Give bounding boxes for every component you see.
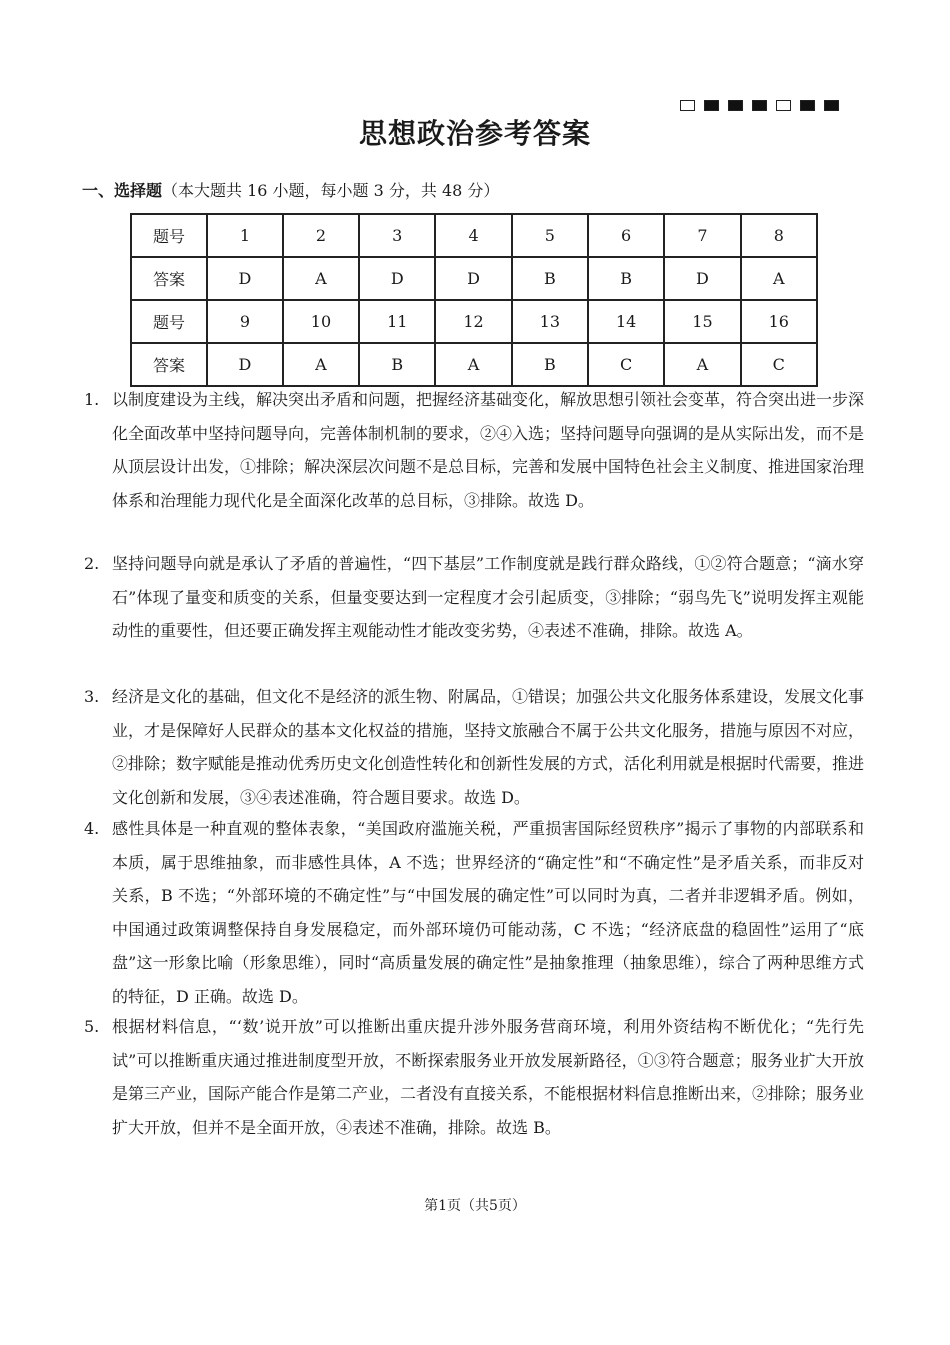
code-square-filled xyxy=(824,100,839,111)
table-cell: A xyxy=(664,343,740,386)
table-row xyxy=(131,343,817,386)
table-cell: D xyxy=(435,257,511,300)
table-cell: 7 xyxy=(664,214,740,257)
code-square-empty xyxy=(776,100,791,111)
answer-table xyxy=(130,213,818,387)
table-cell: 1 xyxy=(207,214,283,257)
page-code-marker xyxy=(680,100,839,111)
section-note: （本大题共 16 小题，每小题 3 分，共 48 分） xyxy=(162,181,500,200)
explanation-item xyxy=(84,680,864,814)
code-square-filled xyxy=(752,100,767,111)
table-cell: 3 xyxy=(359,214,435,257)
table-cell: D xyxy=(664,257,740,300)
table-cell: B xyxy=(359,343,435,386)
section-name: 一、选择题 xyxy=(82,181,163,200)
table-cell: C xyxy=(741,343,817,386)
code-square-filled xyxy=(704,100,719,111)
table-cell: D xyxy=(207,343,283,386)
table-cell: D xyxy=(207,257,283,300)
table-cell: 10 xyxy=(283,300,359,343)
code-square-filled xyxy=(728,100,743,111)
explanation-item xyxy=(84,383,864,517)
table-cell: 15 xyxy=(664,300,740,343)
table-row xyxy=(131,257,817,300)
explanation-text: 经济是文化的基础，但文化不是经济的派生物、附属品，①错误；加强公共文化服务体系建设，发展文化事业，才是保障好人民群众的基本文化权益的措施，坚持文旅融合不属于公共文化服务，措施与原因不对应，②排除；数字赋能是推动优秀历史文化创造性转化和创新性发展的方式，活化利用就是根据时代需要，推进文化创新和发展，③④表述准确，符合题目要求。故选 D。 xyxy=(112,687,865,807)
table-row-header: 题号 xyxy=(131,300,207,343)
explanation-text: 感性具体是一种直观的整体表象，“美国政府滥施关税，严重损害国际经贸秩序”揭示了事物的内部联系和本质，属于思维抽象，而非感性具体，A 不选；世界经济的“确定性”和“不确定性”是矛盾关系，而非反对关系，B 不选；“外部环境的不确定性”与“中国发展的确定性”可以同时为真，二者并非逻辑矛盾。例如，中国通过政策调整保持自身发展稳定，而外部环境仍可能动荡，C 不选；“经济底盘的稳固性”运用了“底盘”这一形象比喻（形象思维），同时“高质量发展的确定性”是抽象推理（抽象思维），综合了两种思维方式的特征，D 正确。故选 D。 xyxy=(112,819,864,1006)
code-square-empty xyxy=(680,100,695,111)
explanation-text: 以制度建设为主线，解决突出矛盾和问题，把握经济基础变化，解放思想引领社会变革，符合突出进一步深化全面改革中坚持问题导向，完善体制机制的要求，②④入选；坚持问题导向强调的是从实际出发，而不是从顶层设计出发，①排除；解决深层次问题不是总目标，完善和发展中国特色社会主义制度、推进国家治理体系和治理能力现代化是全面深化改革的总目标，③排除。故选 D。 xyxy=(112,390,865,510)
explanation-number: 4. xyxy=(84,819,100,838)
table-cell: 14 xyxy=(588,300,664,343)
table-cell: B xyxy=(512,257,588,300)
table-cell: 16 xyxy=(741,300,817,343)
explanation-text: 坚持问题导向就是承认了矛盾的普遍性，“四下基层”工作制度就是践行群众路线，①②符合题意；“滴水穿石”体现了量变和质变的关系，但量变要达到一定程度才会引起质变，③排除；“弱鸟先飞”说明发挥主观能动性的重要性，但还要正确发挥主观能动性才能改变劣势，④表述不准确，排除。故选 A。 xyxy=(112,554,864,640)
table-row xyxy=(131,214,817,257)
explanation-text: 根据材料信息，“‘数’说开放”可以推断出重庆提升涉外服务营商环境，利用外资结构不断优化；“先行先试”可以推断重庆通过推进制度型开放，不断探索服务业开放发展新路径，①③符合题意；服务业扩大开放是第三产业，国际产能合作是第二产业，二者没有直接关系，不能根据材料信息推断出来，②排除；服务业扩大开放，但并不是全面开放，④表述不准确，排除。故选 B。 xyxy=(112,1017,865,1137)
table-cell: 4 xyxy=(435,214,511,257)
table-row-header: 答案 xyxy=(131,343,207,386)
table-row-header: 答案 xyxy=(131,257,207,300)
page-footer: 第1页（共5页） xyxy=(424,1198,526,1214)
explanation-number: 2. xyxy=(84,554,100,573)
table-cell: A xyxy=(741,257,817,300)
table-row-header: 题号 xyxy=(131,214,207,257)
table-cell: A xyxy=(283,257,359,300)
table-cell: A xyxy=(283,343,359,386)
table-cell: 11 xyxy=(359,300,435,343)
table-cell: C xyxy=(588,343,664,386)
table-cell: 8 xyxy=(741,214,817,257)
explanation-number: 5. xyxy=(84,1017,100,1036)
table-row xyxy=(131,300,817,343)
table-cell: 9 xyxy=(207,300,283,343)
table-cell: B xyxy=(588,257,664,300)
table-cell: A xyxy=(435,343,511,386)
table-cell: 13 xyxy=(512,300,588,343)
explanation-item xyxy=(84,812,864,1013)
section-heading xyxy=(82,178,499,201)
table-cell: D xyxy=(359,257,435,300)
explanation-number: 3. xyxy=(84,687,100,706)
code-square-filled xyxy=(800,100,815,111)
explanation-item xyxy=(84,1010,864,1144)
table-cell: B xyxy=(512,343,588,386)
table-cell: 6 xyxy=(588,214,664,257)
table-cell: 5 xyxy=(512,214,588,257)
explanation-item xyxy=(84,547,864,648)
table-cell: 12 xyxy=(435,300,511,343)
table-cell: 2 xyxy=(283,214,359,257)
explanation-number: 1. xyxy=(84,390,100,409)
page-title: 思想政治参考答案 xyxy=(358,117,591,150)
